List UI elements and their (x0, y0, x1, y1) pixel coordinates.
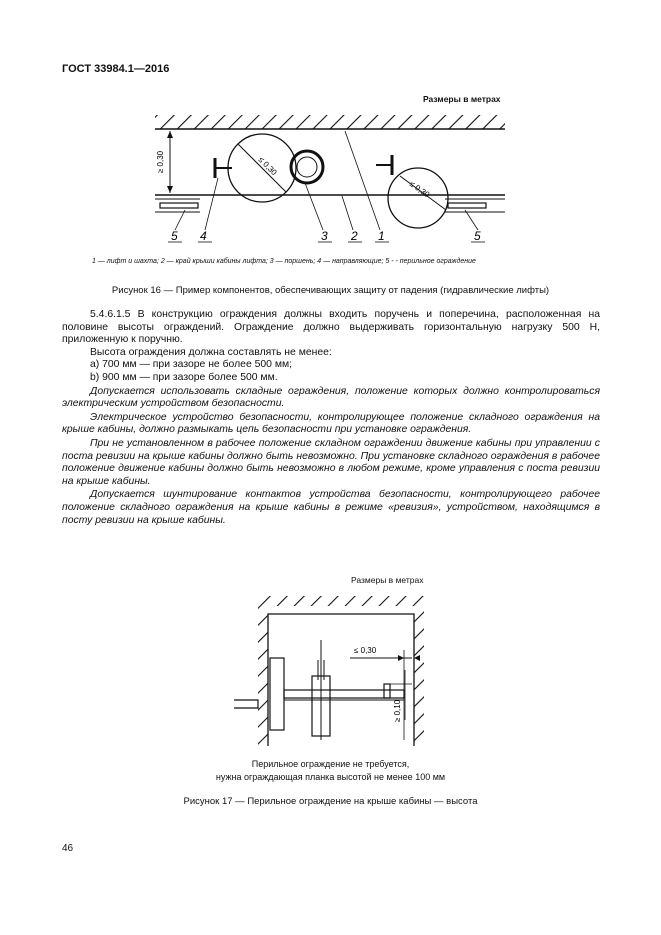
clearance-dim-text: ≥ 0,30 (156, 150, 165, 174)
paragraph-shunting: Допускается шунтирование контактов устройства безопасности, контролирующего рабочее положение складного ограждения на крыше кабины в режиме «ревизия», устройством, находящимся в посту ревизии на крыше кабины. (62, 489, 600, 526)
figure17-note (0, 758, 661, 783)
figure17-units-label: Размеры в метрах (351, 575, 424, 585)
figure17-caption: Рисунок 17 — Перильное ограждение на крыше кабины — высота (183, 796, 478, 807)
callout-3: 3 (321, 229, 328, 243)
list-item-a: a) 700 мм — при зазоре не более 500 мм; (90, 359, 293, 371)
page-number: 46 (62, 843, 74, 854)
note-line-1: Перильное ограждение не требуется, (251, 759, 410, 769)
paragraph-not-installed: При не установленном в рабочее положение складном ограждении движение кабины при управлении с поста ревизии на крыше кабины должно быть невозможно. При установке складного ограждения в рабочее положение движение кабины должно быть невозможно в любом режиме, кроме управления с поста ревизии на крыше кабины. (62, 437, 600, 487)
gap-dim-text: ≤ 0,30 (354, 646, 377, 655)
height-dim-text: ≥ 0,10 (393, 699, 402, 722)
paragraph-folding: Допускается использовать складные ограждения, положение которых должно контролироваться электрическим устройством безопасности. (62, 385, 600, 410)
callout-4: 4 (200, 229, 207, 243)
figure16-legend: 1 — лифт и шахта; 2 — край крыши кабины лифта; 3 — поршень; 4 — направляющие; 5 - - перильное ограждение (92, 258, 476, 265)
paragraph-5-4-6-1-5: 5.4.6.1.5 В конструкцию ограждения должны входить поручень и поперечина, расположенная на половине высоты ограждений. Ограждение должно выдерживать горизонтальную нагрузку 500 Н, приложенную к поручню. (62, 309, 600, 346)
callout-5-left: 5 (171, 229, 178, 243)
note-line-2: нужна ограждающая планка высотой не менее 100 мм (215, 771, 446, 782)
radius-right-text: ≤ 0,30 (407, 179, 432, 200)
figure16-caption: Рисунок 16 — Пример компонентов, обеспечивающих защиту от падения (гидравлические лифты) (111, 285, 550, 296)
figure16-units-label: Размеры в метрах (423, 94, 501, 104)
callout-1: 1 (378, 229, 385, 243)
list-item-b: b) 900 мм — при зазоре более 500 мм. (90, 371, 278, 383)
radius-left-text: ≤ 0,30 (256, 155, 279, 178)
paragraph-electric-device: Электрическое устройство безопасности, контролирующее положение складного ограждения на крыше кабины, должно размыкать цепь безопасности при установке ограждения. (62, 411, 600, 436)
standard-number: ГОСТ 33984.1—2016 (62, 63, 170, 75)
paragraph-height: Высота ограждения должна составлять не менее: (90, 346, 332, 358)
callout-5-right: 5 (474, 229, 481, 243)
callout-2: 2 (351, 229, 358, 243)
